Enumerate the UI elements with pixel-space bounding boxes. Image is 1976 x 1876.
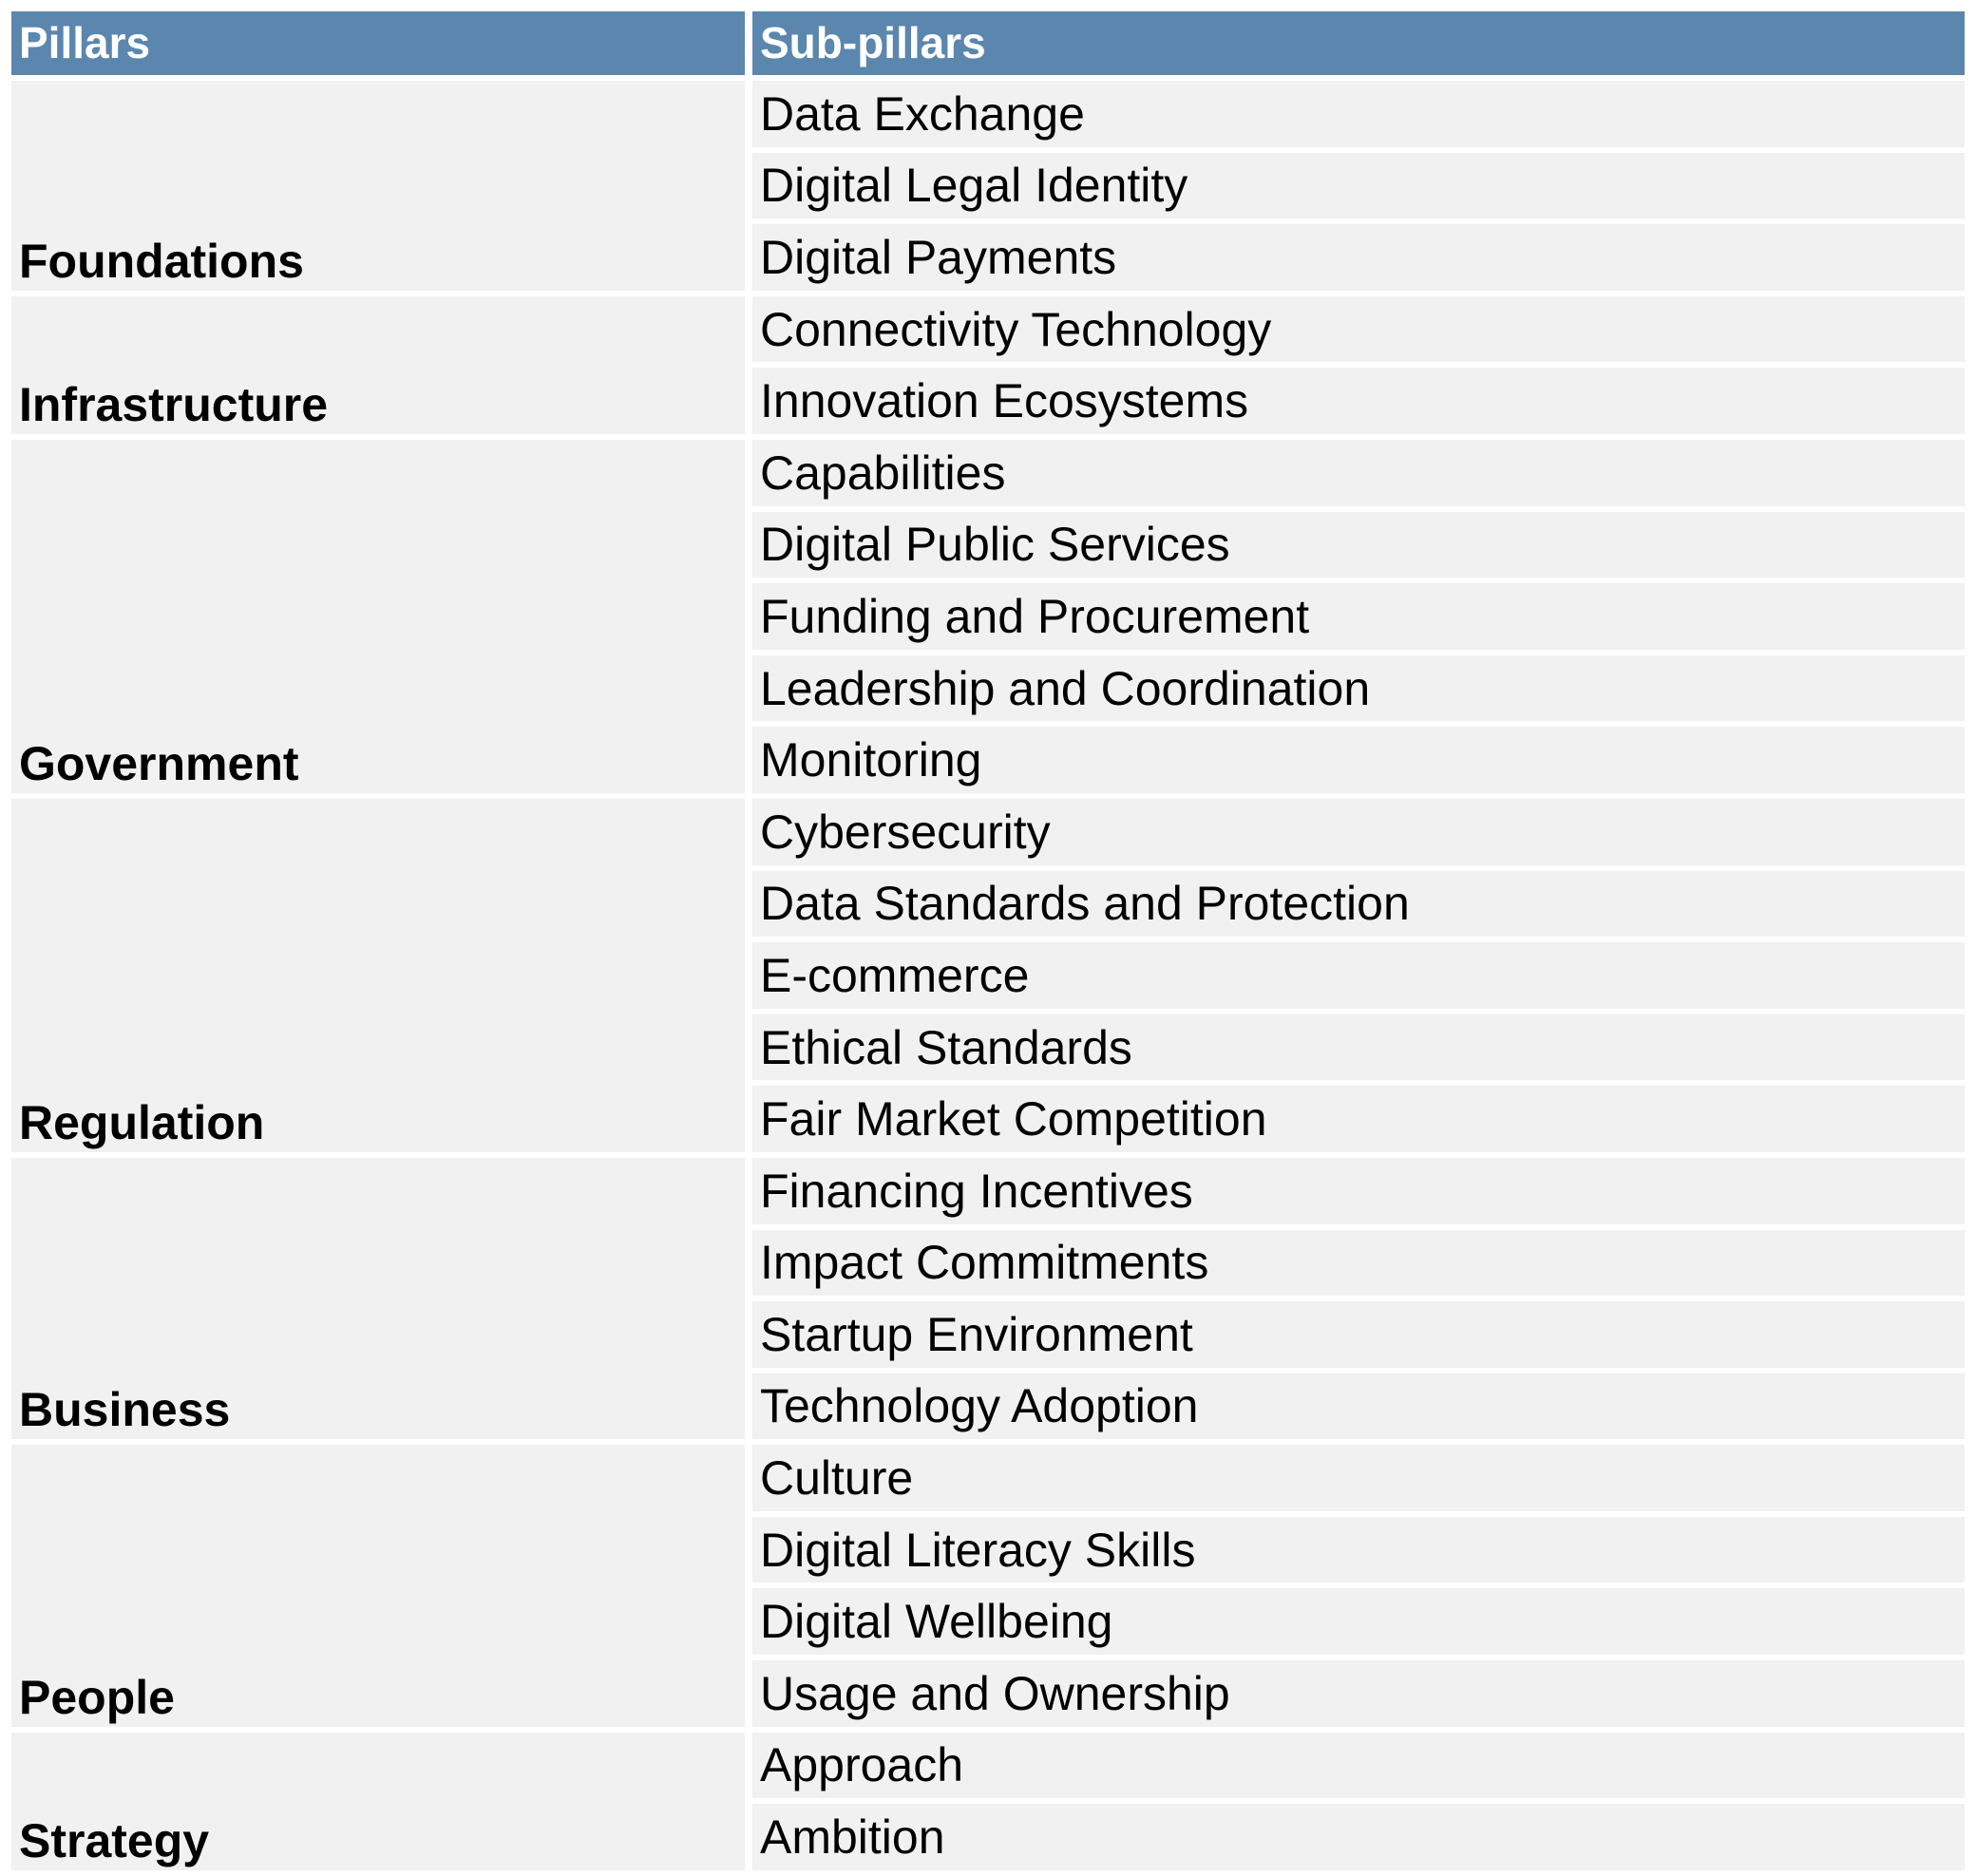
sub-pillar-cell: Approach: [752, 1727, 1965, 1799]
table-row: [11, 793, 1965, 865]
sub-pillar-cell: Startup Environment: [752, 1296, 1965, 1368]
sub-pillar-cell: Connectivity Technology: [752, 291, 1965, 363]
sub-pillar-cell: Digital Public Services: [752, 506, 1965, 578]
sub-pillar-cell: Ethical Standards: [752, 1009, 1965, 1081]
sub-pillar-cell: Monitoring: [752, 721, 1965, 793]
pillar-cell: Strategy: [11, 1727, 752, 1870]
sub-pillar-cell: Funding and Procurement: [752, 578, 1965, 650]
sub-pillar-cell: Leadership and Coordination: [752, 650, 1965, 722]
sub-pillar-cell: E-commerce: [752, 937, 1965, 1009]
sub-pillar-cell: Digital Legal Identity: [752, 147, 1965, 219]
sub-pillar-cell: Culture: [752, 1439, 1965, 1511]
header-pillars: Pillars: [11, 11, 752, 75]
pillar-cell: Business: [11, 1152, 752, 1439]
table-row: [11, 434, 1965, 506]
pillar-cell: Foundations: [11, 75, 752, 291]
table-row: [11, 1152, 1965, 1224]
header-row: [11, 11, 1965, 75]
table-row: [11, 291, 1965, 363]
sub-pillar-cell: Innovation Ecosystems: [752, 362, 1965, 434]
sub-pillar-cell: Financing Incentives: [752, 1152, 1965, 1224]
pillar-cell: People: [11, 1439, 752, 1726]
header-sub-pillars: Sub-pillars: [752, 11, 1965, 75]
table-row: [11, 75, 1965, 147]
pillar-cell: Government: [11, 434, 752, 793]
pillar-cell: Infrastructure: [11, 291, 752, 434]
sub-pillar-cell: Digital Wellbeing: [752, 1582, 1965, 1655]
sub-pillar-cell: Usage and Ownership: [752, 1655, 1965, 1727]
sub-pillar-cell: Data Exchange: [752, 75, 1965, 147]
sub-pillar-cell: Ambition: [752, 1798, 1965, 1870]
table-row: [11, 1727, 1965, 1799]
sub-pillar-cell: Impact Commitments: [752, 1224, 1965, 1297]
pillars-table: [11, 11, 1965, 1870]
sub-pillar-cell: Digital Literacy Skills: [752, 1511, 1965, 1583]
table-body: [11, 75, 1965, 1870]
table-row: [11, 1439, 1965, 1511]
sub-pillar-cell: Fair Market Competition: [752, 1080, 1965, 1152]
sub-pillar-cell: Capabilities: [752, 434, 1965, 506]
pillar-cell: Regulation: [11, 793, 752, 1152]
sub-pillar-cell: Technology Adoption: [752, 1368, 1965, 1440]
sub-pillar-cell: Data Standards and Protection: [752, 865, 1965, 938]
sub-pillar-cell: Digital Payments: [752, 218, 1965, 291]
sub-pillar-cell: Cybersecurity: [752, 793, 1965, 865]
